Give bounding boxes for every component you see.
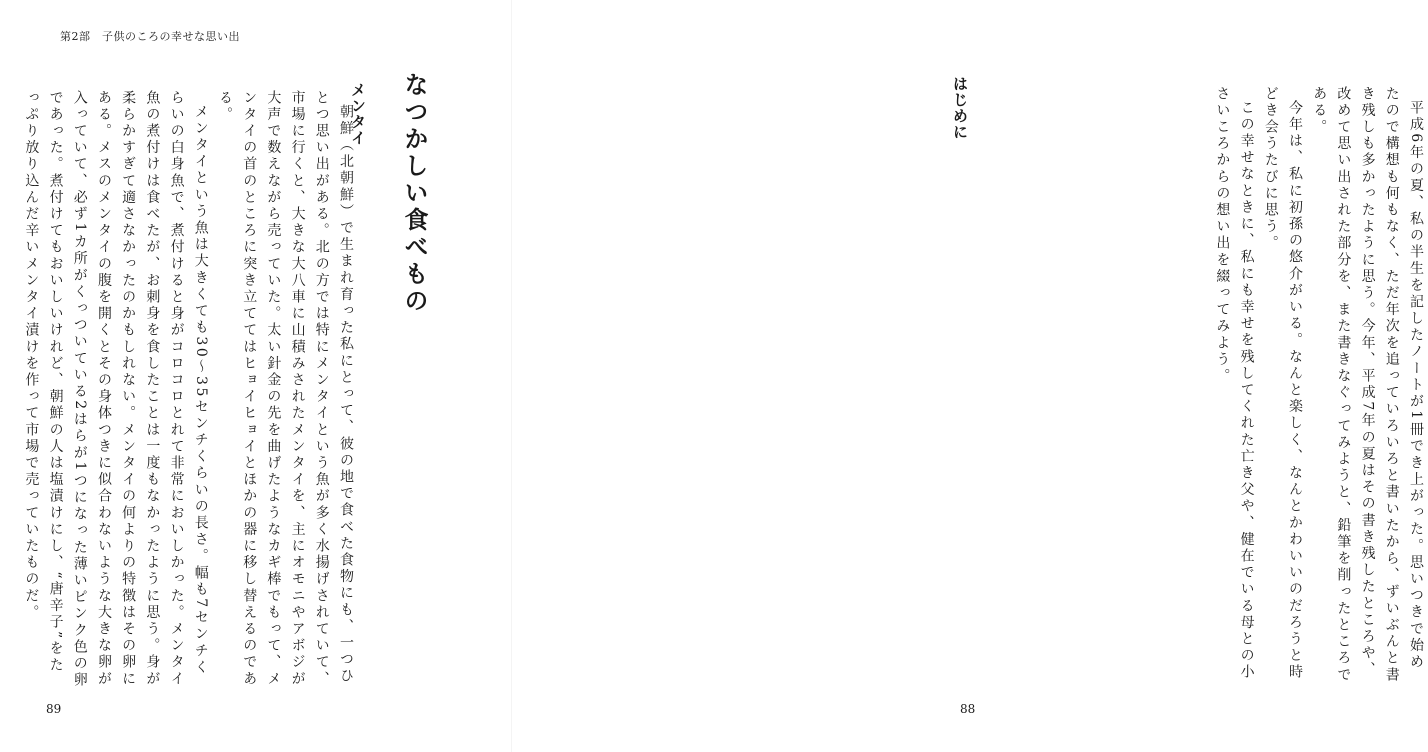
page-number-left: 89 xyxy=(46,702,62,716)
chapter-title: なつかしい食べもの xyxy=(400,72,429,315)
page-number-right: 88 xyxy=(960,702,976,716)
page-gutter xyxy=(511,0,512,752)
paragraph: メンタイという魚は大きくても30〜35センチくらいの長さ。幅も7センチくらいの白身魚で、煮付けると身がコロコロとれて非常においしかった。メンタイ魚の煮付けは食べたが、お刺身を食したことは一度もなかったように思う。身が柔らかすぎて適さなかったのかもしれない。メンタイの何よりの特徴はその卵にある。メスのメンタイの腹を開くとその身体つきに似合わないような大きな卵が入っていて、必ず1カ所がくっついている2はらが1つになった薄いピンク色の卵であった。煮付けてもおいしいけれど、朝鮮の人は塩漬けにし、“唐辛子”をたっぷり放り込んだ辛いメンタイ漬けを作って市場で売っていたものだ。 xyxy=(23,90,209,689)
section-heading-hajimeni: はじめに xyxy=(951,76,969,140)
paragraph: 朝鮮（北朝鮮）で生まれ育った私にとって、彼の地で食べた食物にも、一つひとつ思い出がある。北の方では特にメンタイという魚が多く水揚げされていて、市場に行くと、大きな大八車に山積みされたメンタイを、主にオモニやアボジが大声で数えながら売っていた。太い針金の先を曲げたようなカギ棒でもって、メンタイの首のところに突き立ててはヒョイヒョイとほかの器に移し替えるのである。 xyxy=(216,90,354,688)
running-head: 第2部 子供のころの幸せな思い出 xyxy=(60,30,240,43)
paragraph: この幸せなときに、私にも幸せを残してくれた亡き父や、健在でいる母との小さいころからの想い出を綴ってみよう。 xyxy=(1214,86,1255,681)
paragraph: 今年は、私に初孫の悠介がいる。なんと楽しく、なんとかわいいのだろうと時どき会うたびに思う。 xyxy=(1262,86,1303,681)
hajimeni-body xyxy=(728,86,1428,686)
section-heading-mentai: メンタイ xyxy=(349,82,367,146)
mentai-body xyxy=(23,90,358,690)
paragraph: 平成6年の夏、私の半生を記したノートが1冊でき上がった。思いつきで始めたので構想も何もなく、ただ年次を追っていろいろと書いたから、ずいぶんと書き残しも多かったように思う。今年、平成7年の夏はその書き残したところや、改めて思い出された部分を、また書きなぐってみようと、鉛筆を削ったところである。 xyxy=(1311,86,1424,684)
